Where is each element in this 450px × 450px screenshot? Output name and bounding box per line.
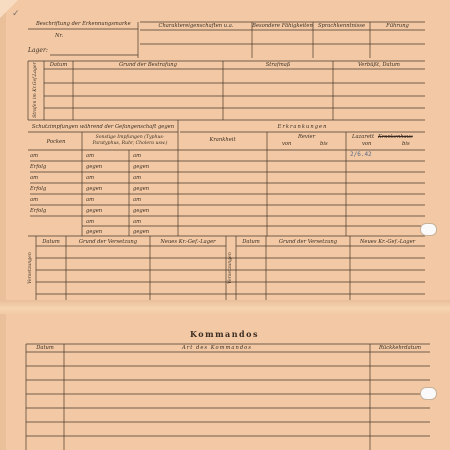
sonstige-row: am [86, 153, 95, 159]
lazarett-von: von [362, 141, 372, 147]
charakter-label: Charaktereigenschaften u.a. [158, 23, 234, 29]
sonstige-row: gegen [86, 164, 103, 170]
sonstige-row-2: am [133, 197, 142, 203]
impfungen-title: Schutzimpfungen während der Gefangenschaft gegen [31, 124, 175, 130]
sonstige-row-2: am [133, 219, 142, 225]
versetzung-header-grund-r: Grund der Versetzung [278, 239, 338, 245]
fuehrung-label: Führung [386, 23, 409, 29]
impfungen-header-pocken: Pocken [46, 139, 66, 145]
sonstige-row: gegen [86, 229, 103, 235]
pocken-row: Erfolg [30, 164, 47, 170]
erkrankungen-title: Erkrankungen [277, 124, 328, 130]
erkrankungen-header-krankenhaus: Krankenhaus [378, 134, 413, 140]
nr-label: Nr. [55, 33, 64, 39]
erkennungsmarke-label: Beschriftung der Erkennungsmarke [36, 21, 131, 27]
sonstige-row-2: gegen [133, 186, 150, 192]
check-mark-icon: ✓ [12, 9, 20, 19]
kommandos-title: Kommandos [190, 329, 259, 339]
sonstige-row-2: am [133, 153, 142, 159]
strafen-header-grund: Grund der Bestrafung [119, 62, 177, 68]
versetzung-header-grund: Grund der Versetzung [78, 239, 138, 245]
punch-hole [420, 223, 437, 236]
versetzung-header-lager-r: Neues Kr.-Gef.-Lager [359, 239, 416, 245]
strafen-header-verbuesst: Verbüßt, Datum [358, 62, 400, 68]
sonstige-row: gegen [86, 208, 103, 214]
strafen-side-label: Strafen im Kr.Gef.Lager [33, 62, 38, 118]
lazarett-bis: bis [402, 141, 410, 147]
sonstige-row: am [86, 197, 95, 203]
handwritten-date: 2/6.42 [350, 151, 372, 158]
erkrankungen-header-lazarett: Lazarett [352, 134, 375, 140]
sprachkenntnisse-label: Sprachkenntnisse [317, 23, 366, 29]
sonstige-row: am [86, 175, 95, 181]
faehigkeiten-label: Besondere Fähigkeiten [252, 23, 313, 29]
lager-label: Lager: [28, 47, 48, 54]
versetzungen-side-label-right: Versetzungen [228, 252, 233, 284]
sonstige-row: am [86, 219, 95, 225]
sonstige-row: gegen [86, 186, 103, 192]
versetzung-header-datum: Datum [42, 239, 60, 245]
pocken-row: am [30, 153, 39, 159]
erkrankungen-header-revier: Revier [297, 134, 316, 140]
kommandos-header-datum: Datum [36, 345, 54, 351]
versetzungen-side-label-left: Versetzungen [28, 252, 33, 284]
erkrankungen-header-krankheit: Krankheit [209, 137, 236, 143]
versetzung-header-lager: Neues Kr.-Gef.-Lager [160, 239, 216, 245]
sonstige-row-2: gegen [133, 229, 150, 235]
pocken-row: am [30, 197, 39, 203]
versetzung-header-datum-r: Datum [242, 239, 260, 245]
revier-bis: bis [320, 141, 328, 147]
impfungen-header-sonstige: Sonstige Impfungen (Typhus-Paratyphus, Ruhr, Cholera usw.) [92, 135, 168, 146]
sonstige-row-2: am [133, 175, 142, 181]
revier-von: von [282, 141, 292, 147]
sonstige-row-2: gegen [133, 164, 150, 170]
strafen-header-datum: Datum [49, 62, 68, 68]
kommandos-header-art: Art des Kommandos [182, 345, 252, 351]
pocken-row: Erfolg [30, 208, 47, 214]
sonstige-row-2: gegen [133, 208, 150, 214]
pocken-row: am [30, 175, 39, 181]
kommandos-header-rueckkehr: Rückkehrdatum [378, 345, 422, 351]
pocken-row: Erfolg [30, 186, 47, 192]
strafen-header-strafmass: Strafmaß [265, 62, 291, 68]
punch-hole [420, 387, 437, 400]
